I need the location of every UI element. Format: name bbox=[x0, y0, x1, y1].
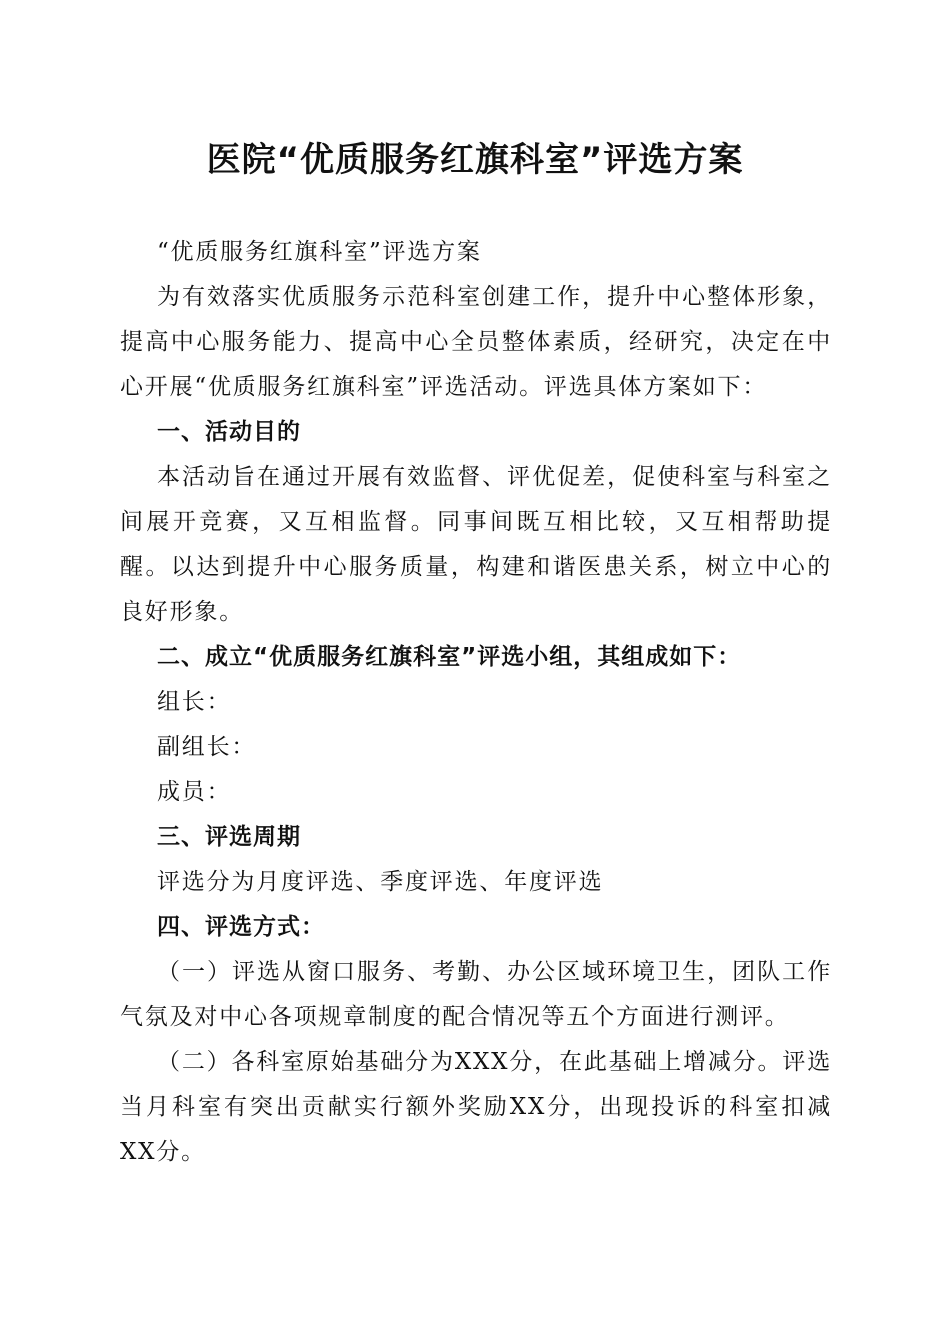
intro-paragraph: 为有效落实优质服务示范科室创建工作，提升中心整体形象，提高中心服务能力、提高中心全员整体素质，经研究，决定在中心开展“优质服务红旗科室”评选活动。评选具体方案如下： bbox=[120, 284, 832, 400]
page-title: 医院“优质服务红旗科室”评选方案 bbox=[206, 140, 744, 180]
section-heading-committee: 二、成立“优质服务红旗科室”评选小组，其组成如下： bbox=[157, 644, 742, 670]
committee-deputy: 副组长： bbox=[157, 734, 257, 760]
document-body bbox=[120, 230, 832, 1175]
section-heading-purpose: 一、活动目的 bbox=[157, 419, 301, 445]
method-item-2: （二）各科室原始基础分为XXX分，在此基础上增减分。评选当月科室有突出贡献实行额外奖励XX分，出现投诉的科室扣减XX分。 bbox=[120, 1049, 832, 1165]
section-heading-cycle: 三、评选周期 bbox=[157, 824, 301, 850]
section-heading-method: 四、评选方式： bbox=[157, 914, 325, 940]
committee-members: 成员： bbox=[157, 779, 232, 805]
method-item-1: （一）评选从窗口服务、考勤、办公区域环境卫生，团队工作气氛及对中心各项规章制度的配合情况等五个方面进行测评。 bbox=[120, 959, 832, 1030]
cycle-paragraph: 评选分为月度评选、季度评选、年度评选 bbox=[157, 869, 604, 895]
purpose-paragraph: 本活动旨在通过开展有效监督、评优促差，促使科室与科室之间展开竞赛，又互相监督。同事间既互相比较，又互相帮助提醒。以达到提升中心服务质量，构建和谐医患关系，树立中心的良好形象。 bbox=[120, 464, 832, 625]
committee-leader: 组长： bbox=[157, 689, 232, 715]
subtitle: “优质服务红旗科室”评选方案 bbox=[157, 239, 482, 265]
